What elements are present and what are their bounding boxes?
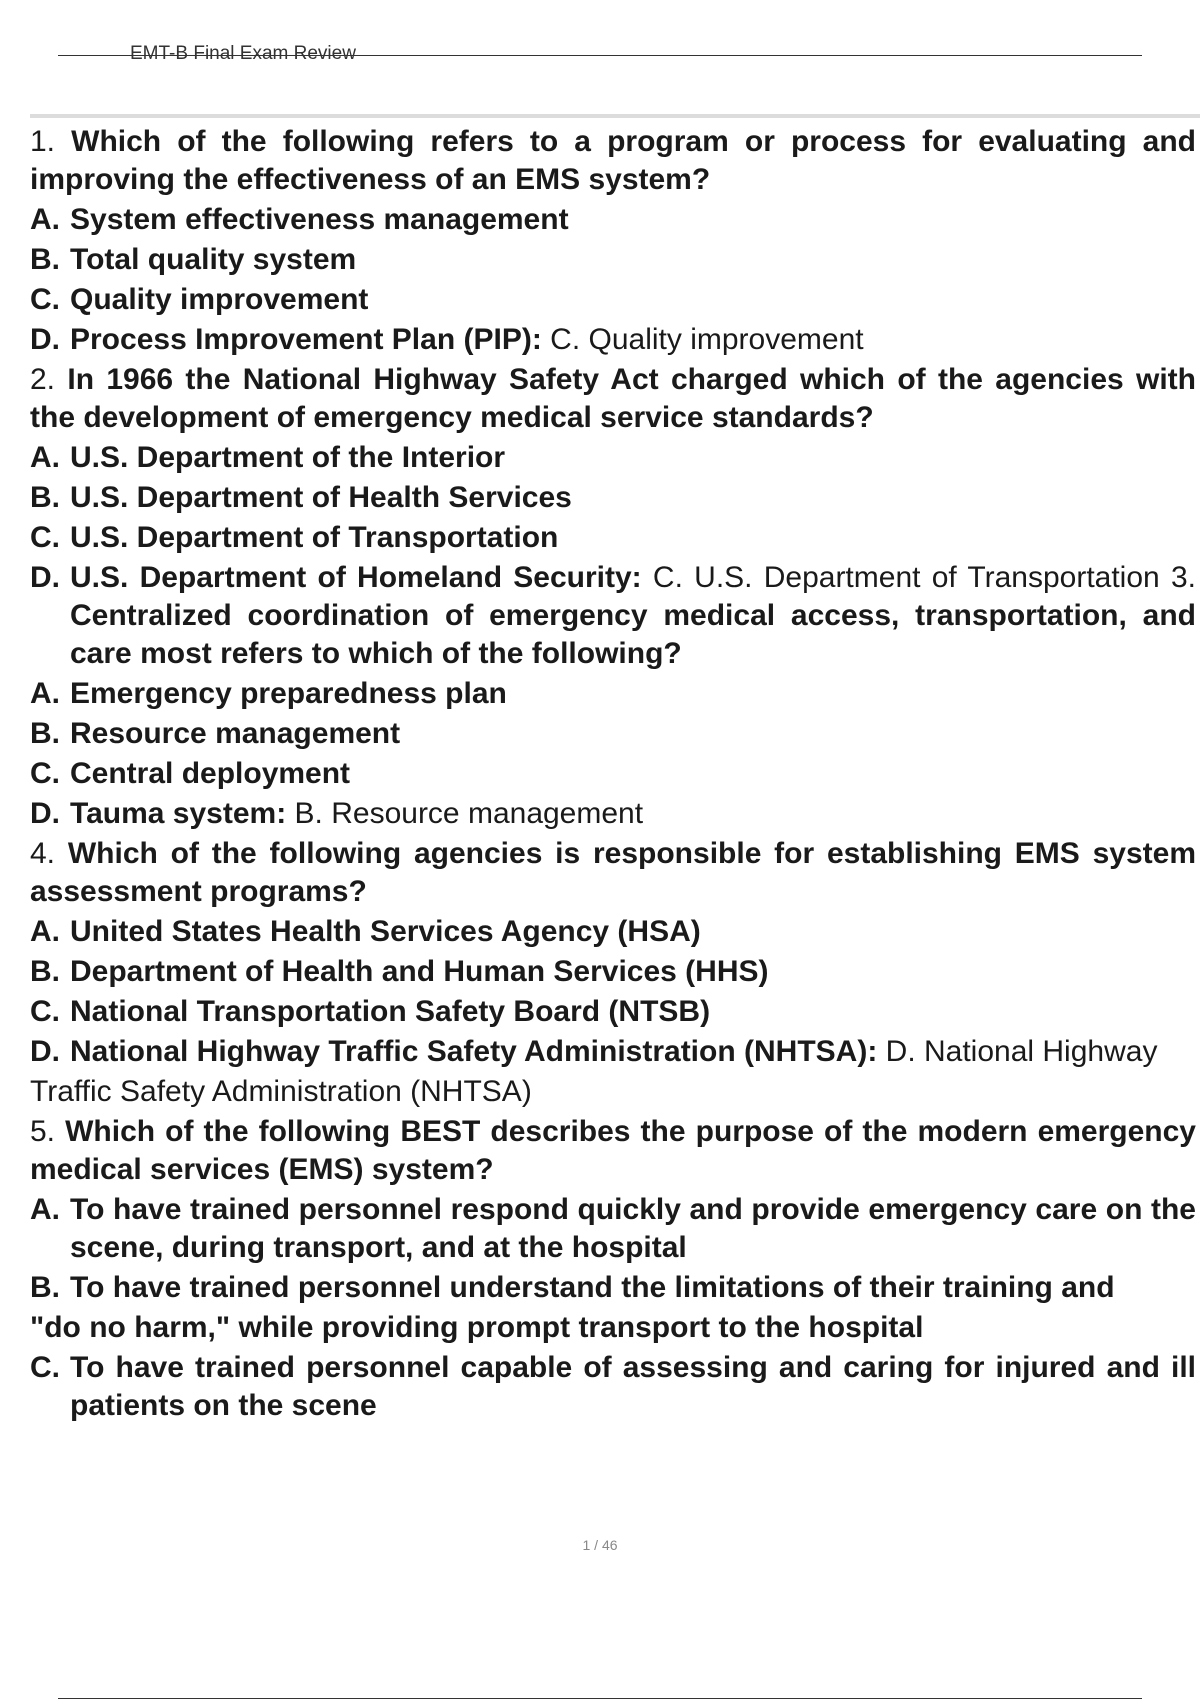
question-prompt: Centralized coordination of emergency medical access, transportation, and care most refers to which of the following? bbox=[70, 599, 1196, 670]
option-2d bbox=[30, 559, 1196, 673]
option-5c bbox=[30, 1349, 1196, 1425]
option-4a bbox=[30, 913, 1196, 951]
option-letter: A. bbox=[30, 915, 60, 948]
option-text: Central deployment bbox=[70, 757, 351, 790]
option-text: Quality improvement bbox=[70, 283, 369, 316]
option-letter: C. bbox=[30, 995, 60, 1028]
option-text: Department of Health and Human Services (HHS) bbox=[70, 955, 769, 988]
question-4 bbox=[30, 835, 1196, 911]
option-letter: B. bbox=[30, 717, 60, 750]
option-3d bbox=[30, 795, 1196, 833]
option-letter: A. bbox=[30, 1193, 60, 1226]
question-2 bbox=[30, 361, 1196, 437]
option-text: United States Health Services Agency (HSA) bbox=[70, 915, 701, 948]
option-letter: A. bbox=[30, 441, 60, 474]
content-top-band bbox=[30, 114, 1200, 118]
page-number: 1 / 46 bbox=[582, 1537, 618, 1553]
option-letter: B. bbox=[30, 243, 60, 276]
option-continuation: "do no harm," while providing prompt transport to the hospital bbox=[30, 1311, 924, 1344]
answer-text: C. U.S. Department of Transportation bbox=[652, 561, 1160, 594]
option-3a bbox=[30, 675, 1196, 713]
option-text: U.S. Department of the Interior bbox=[70, 441, 506, 474]
option-letter: D. bbox=[30, 561, 60, 594]
option-text: U.S. Department of Homeland Security: bbox=[70, 561, 642, 594]
option-letter: B. bbox=[30, 481, 60, 514]
option-5a bbox=[30, 1191, 1196, 1267]
option-2a bbox=[30, 439, 1196, 477]
option-text: U.S. Department of Transportation bbox=[70, 521, 559, 554]
option-text: To have trained personnel respond quickly and provide emergency care on the scene, during transport, and at the hospital bbox=[70, 1193, 1196, 1264]
option-letter: B. bbox=[30, 1271, 60, 1304]
question-number: 3. bbox=[1170, 561, 1196, 594]
option-letter: B. bbox=[30, 955, 60, 988]
option-letter: A. bbox=[30, 203, 60, 236]
option-text: To have trained personnel understand the limitations of their training and bbox=[70, 1271, 1115, 1304]
question-prompt: In 1966 the National Highway Safety Act charged which of the agencies with the development of emergency medical service standards? bbox=[30, 363, 1196, 434]
option-letter: C. bbox=[30, 1351, 60, 1384]
question-number: 2. bbox=[30, 363, 56, 396]
question-number: 4. bbox=[30, 837, 56, 870]
option-letter: D. bbox=[30, 1035, 60, 1068]
option-text: System effectiveness management bbox=[70, 203, 569, 236]
document-title: EMT-B Final Exam Review bbox=[130, 43, 356, 64]
option-1a bbox=[30, 201, 1196, 239]
option-5b bbox=[30, 1269, 1196, 1307]
question-prompt: Which of the following refers to a program or process for evaluating and improving the effectiveness of an EMS system? bbox=[30, 125, 1196, 196]
option-letter: C. bbox=[30, 283, 60, 316]
option-2c bbox=[30, 519, 1196, 557]
option-1b bbox=[30, 241, 1196, 279]
option-text: National Highway Traffic Safety Administration (NHTSA): bbox=[70, 1035, 878, 1068]
question-1 bbox=[30, 123, 1196, 199]
option-letter: C. bbox=[30, 521, 60, 554]
option-3b bbox=[30, 715, 1196, 753]
option-1d bbox=[30, 321, 1196, 359]
option-4b bbox=[30, 953, 1196, 991]
option-text: Tauma system: bbox=[70, 797, 287, 830]
answer-text: B. Resource management bbox=[294, 797, 644, 830]
question-prompt: Which of the following BEST describes the purpose of the modern emergency medical services (EMS) system? bbox=[30, 1115, 1196, 1186]
option-letter: D. bbox=[30, 797, 60, 830]
answer-text: C. Quality improvement bbox=[550, 323, 864, 356]
option-letter: C. bbox=[30, 757, 60, 790]
option-text: Process Improvement Plan (PIP): bbox=[70, 323, 542, 356]
option-text: Emergency preparedness plan bbox=[70, 677, 507, 710]
option-text: National Transportation Safety Board (NTSB) bbox=[70, 995, 711, 1028]
option-text: U.S. Department of Health Services bbox=[70, 481, 572, 514]
option-1c bbox=[30, 281, 1196, 319]
answer-text: D. National Highway bbox=[885, 1035, 1158, 1068]
question-number: 5. bbox=[30, 1115, 56, 1148]
question-5 bbox=[30, 1113, 1196, 1189]
option-letter: A. bbox=[30, 677, 60, 710]
option-2b bbox=[30, 479, 1196, 517]
option-text: Resource management bbox=[70, 717, 401, 750]
answer-continuation: Traffic Safety Administration (NHTSA) bbox=[30, 1075, 532, 1108]
option-text: To have trained personnel capable of assessing and caring for injured and ill patients on the scene bbox=[70, 1351, 1196, 1422]
option-letter: D. bbox=[30, 323, 60, 356]
document-body bbox=[30, 123, 1196, 1427]
option-4d bbox=[30, 1033, 1196, 1071]
option-3c bbox=[30, 755, 1196, 793]
footer-rule bbox=[58, 1698, 1142, 1699]
question-prompt: Which of the following agencies is responsible for establishing EMS system assessment programs? bbox=[30, 837, 1197, 908]
option-text: Total quality system bbox=[70, 243, 357, 276]
option-4c bbox=[30, 993, 1196, 1031]
question-number: 1. bbox=[30, 125, 56, 158]
